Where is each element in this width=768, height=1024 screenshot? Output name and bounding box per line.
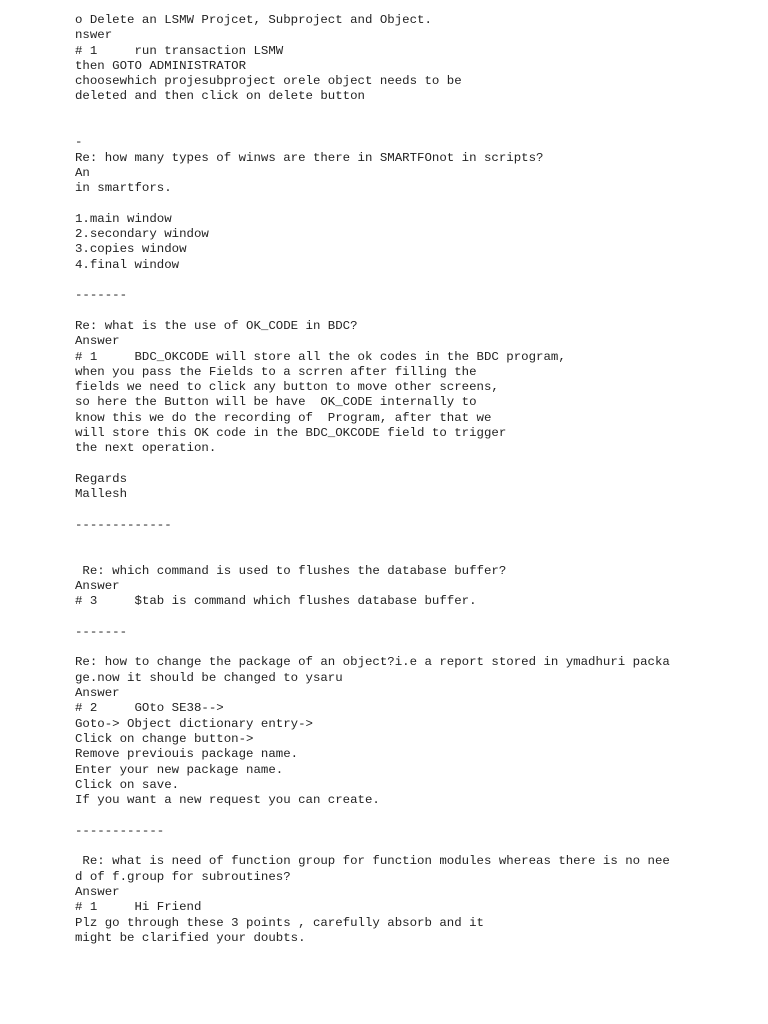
- text-line: Re: what is the use of OK_CODE in BDC?: [75, 318, 358, 333]
- text-line: ------------: [75, 823, 165, 838]
- text-line: If you want a new request you can create.: [75, 793, 380, 808]
- text-line: Regards: [75, 471, 128, 486]
- text-line: -------------: [75, 517, 172, 532]
- text-line: 2.secondary window: [75, 227, 209, 242]
- text-line: [75, 839, 755, 854]
- text-line: # 2 GOto SE38-->: [75, 701, 224, 716]
- text-line: nswer: [75, 28, 113, 43]
- document-body: [75, 13, 755, 946]
- text-line: -: [75, 135, 83, 150]
- text-line: [75, 640, 755, 655]
- text-line: Goto-> Object dictionary entry->: [75, 716, 313, 731]
- text-line: Answer: [75, 884, 120, 899]
- text-line: [75, 533, 755, 548]
- text-line: choosewhich projesubproject orele object needs to be: [75, 74, 462, 89]
- text-line: [75, 105, 755, 120]
- text-line: Re: which command is used to flushes the database buffer?: [75, 563, 507, 578]
- text-line: [75, 808, 755, 823]
- text-line: deleted and then click on delete button: [75, 89, 365, 104]
- text-line: then GOTO ADMINISTRATOR: [75, 58, 247, 73]
- text-line: ge.now it should be changed to ysaru: [75, 670, 343, 685]
- text-line: [75, 457, 755, 472]
- text-line: Enter your new package name.: [75, 762, 284, 777]
- text-line: [75, 120, 755, 135]
- text-line: fields we need to click any button to move other screens,: [75, 380, 499, 395]
- text-line: Click on save.: [75, 777, 180, 792]
- text-line: [75, 503, 755, 518]
- text-line: Re: how many types of winws are there in SMARTFOnot in scripts?: [75, 150, 544, 165]
- text-line: 1.main window: [75, 211, 172, 226]
- text-line: [75, 610, 755, 625]
- text-line: Mallesh: [75, 487, 128, 502]
- text-line: Plz go through these 3 points , carefully absorb and it: [75, 915, 484, 930]
- text-line: # 1 BDC_OKCODE will store all the ok codes in the BDC program,: [75, 349, 566, 364]
- text-line: o Delete an LSMW Projcet, Subproject and Object.: [75, 13, 432, 27]
- text-line: Re: how to change the package of an object?i.e a report stored in ymadhuri packa: [75, 655, 670, 670]
- text-line: will store this OK code in the BDC_OKCODE field to trigger: [75, 426, 507, 441]
- text-line: 3.copies window: [75, 242, 187, 257]
- text-line: # 1 Hi Friend: [75, 900, 202, 915]
- text-line: Click on change button->: [75, 731, 254, 746]
- text-line: An: [75, 165, 90, 180]
- text-line: Answer: [75, 578, 120, 593]
- text-line: -------: [75, 624, 128, 639]
- text-line: # 3 $tab is command which flushes database buffer.: [75, 594, 477, 609]
- text-line: [75, 548, 755, 563]
- text-line: know this we do the recording of Program, after that we: [75, 410, 492, 425]
- text-line: -------: [75, 288, 128, 303]
- text-line: might be clarified your doubts.: [75, 930, 306, 945]
- text-line: when you pass the Fields to a scrren after filling the: [75, 364, 477, 379]
- text-line: d of f.group for subroutines?: [75, 869, 291, 884]
- text-line: Answer: [75, 334, 120, 349]
- text-line: # 1 run transaction LSMW: [75, 43, 284, 58]
- text-line: 4.final window: [75, 257, 180, 272]
- text-line: Re: what is need of function group for function modules whereas there is no nee: [75, 854, 670, 869]
- text-line: so here the Button will be have OK_CODE internally to: [75, 395, 477, 410]
- text-line: in smartfors.: [75, 181, 172, 196]
- text-line: Remove previouis package name.: [75, 747, 299, 762]
- text-line: [75, 273, 755, 288]
- text-line: the next operation.: [75, 441, 217, 456]
- text-line: [75, 304, 755, 319]
- text-line: [75, 197, 755, 212]
- text-line: Answer: [75, 686, 120, 701]
